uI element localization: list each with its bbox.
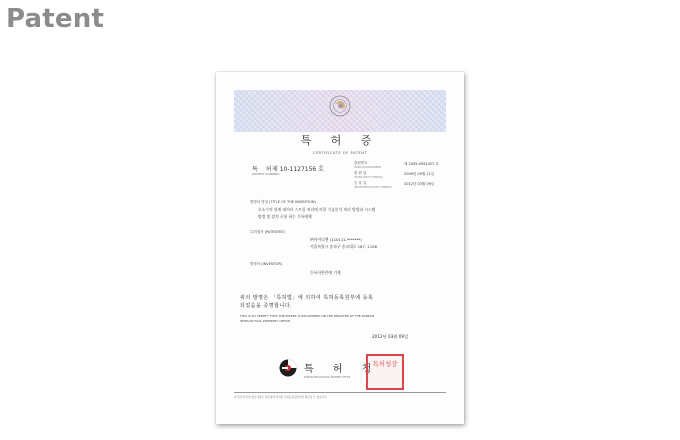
section-title: Patent xyxy=(6,4,105,34)
invention-title-line: 초소수의 관계 데이터 스트림 처리에 의한 기술분석 처리 방법과 시스템 xyxy=(258,207,376,212)
official-seal xyxy=(366,354,404,390)
certification-statement-ko: 되었음을 증명합니다. xyxy=(240,303,293,309)
inventor-label: 발명자 (INVENTOR) xyxy=(250,262,283,266)
patentee-label: 특허권자 (PATENTEE) xyxy=(250,230,285,234)
filing-date-label-en: (FILING DATE:YY/MM/DD) xyxy=(354,176,383,179)
national-emblem-icon xyxy=(328,94,352,118)
inventor-value: 등록사항란에 기재 xyxy=(310,270,341,275)
certification-statement-en: INTELLECTUAL PROPERTY OFFICE. xyxy=(240,319,291,323)
issuing-office-name-en: KOREAN INTELLECTUAL PROPERTY OFFICE xyxy=(304,376,351,379)
application-number: 제 2009-0091427 호 xyxy=(404,162,439,166)
issue-date: 2012년 03월 09일 xyxy=(372,334,409,339)
registration-date: 2012년 03월 09일 xyxy=(404,182,435,186)
official-seal-text: 특허청장 xyxy=(372,360,398,368)
patent-certificate-image[interactable] xyxy=(216,72,464,424)
registration-date-label: 등 록 일 xyxy=(354,181,367,185)
issuing-office-name: 특 허 청 xyxy=(304,364,380,375)
footer-note: 위 권리에 관한 변동사항은 특허청에 비치된 특허등록원부에서 확인할 수 있습니다. xyxy=(234,396,328,399)
patent-number-label: 특 허 xyxy=(252,166,275,173)
certificate-subtitle: CERTIFICATE OF PATENT xyxy=(312,151,368,155)
patent-number-label-en: (PATENT NUMBER) xyxy=(252,172,280,176)
patentee-address: 서울특별시 송파구 송파대로 167, 1108 xyxy=(310,244,377,249)
filing-date-label: 출 원 일 xyxy=(354,171,367,175)
kipo-logo-icon xyxy=(278,358,298,378)
patent-number: 제 10-1127156 호 xyxy=(272,166,324,173)
filing-date: 2009년 09월 11일 xyxy=(404,172,435,176)
invention-title-label: 발명의 명칭 (TITLE OF THE INVENTION) xyxy=(250,200,316,204)
certification-statement-ko: 위의 발명은 「특허법」에 의하여 특허등록원부에 등록 xyxy=(240,295,374,301)
application-number-label-en: (APPLICATION NUMBER) xyxy=(354,166,382,169)
footer-divider xyxy=(234,392,446,393)
registration-date-label-en: (REGISTRATION DATE:YY/MM/DD) xyxy=(354,186,392,189)
certificate-title: 특 허 증 xyxy=(300,134,380,147)
patentee-name: ㈜아이티엔 (110111-*******) xyxy=(310,237,362,242)
invention-title-line: 방법 및 장치 포함 하는 기록매체 xyxy=(258,214,312,219)
application-number-label: 출원번호 xyxy=(354,161,368,165)
certification-statement-en: THIS IS TO CERTIFY THAT THE PATENT IS REGISTERED ON THE REGISTER OF THE KOREAN xyxy=(240,314,375,318)
